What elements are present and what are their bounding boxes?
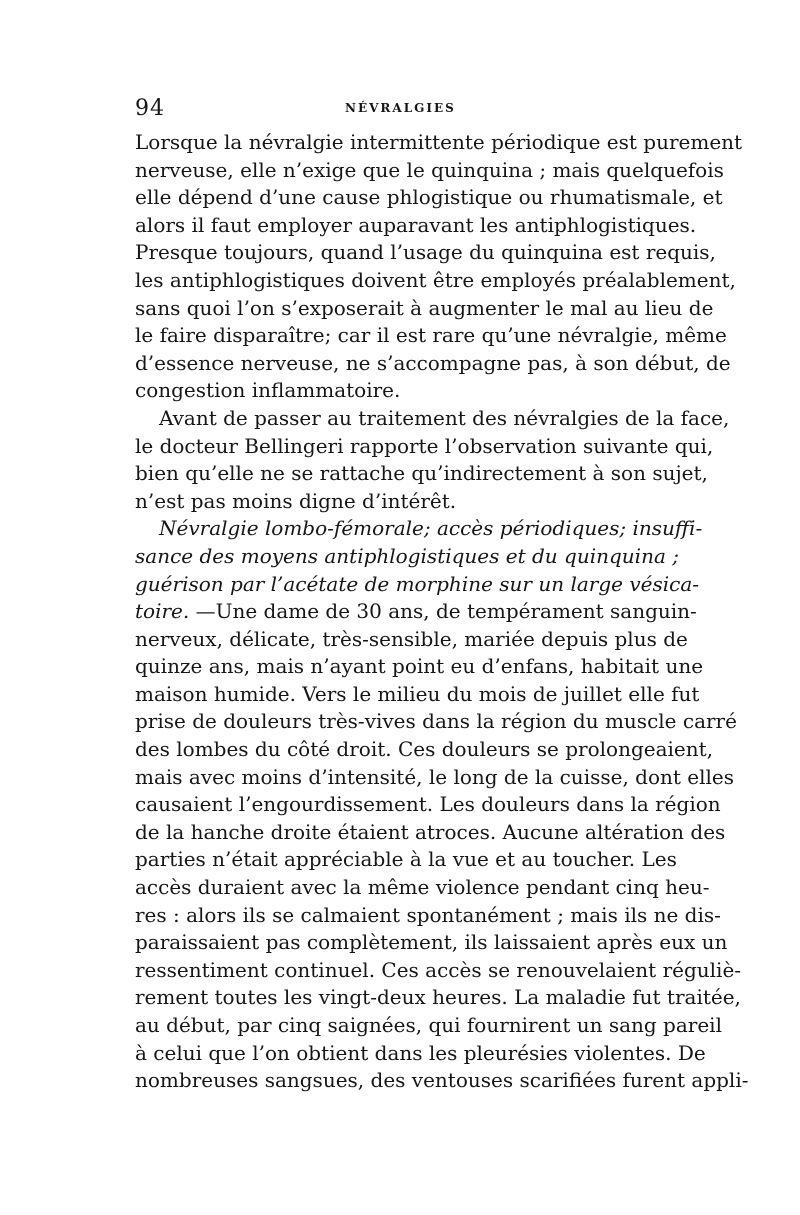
case-title-end: toire. [135, 599, 190, 624]
text-line: bien qu’elle ne se rattache qu’indirectement à son sujet, [135, 461, 708, 486]
case-title-line: guérison par l’acétate de morphine sur un large vésica- [135, 571, 700, 596]
text-line: d’essence nerveuse, ne s’accompagne pas, à son début, de [135, 350, 731, 375]
running-head: NÉVRALGIES [345, 101, 456, 115]
text-line: le docteur Bellingeri rapporte l’observation suivante qui, [135, 433, 714, 458]
text-line: à celui que l’on obtient dans les pleurésies violentes. De [135, 1040, 706, 1065]
paragraph [135, 405, 730, 515]
text-line [135, 598, 697, 626]
text-line: prise de douleurs très-vives dans la région du muscle carré [135, 709, 737, 734]
text-line: des lombes du côté droit. Ces douleurs se prolongeaient, [135, 737, 714, 762]
text-line: res : alors ils se calmaient spontanément ; mais ils ne dis- [135, 902, 721, 927]
body-text [135, 129, 749, 1095]
text-line: les antiphlogistiques doivent être employés préalablement, [135, 267, 736, 292]
text-line: nerveux, délicate, très-sensible, mariée depuis plus de [135, 626, 688, 651]
text-line: accès duraient avec la même violence pendant cinq heu- [135, 875, 710, 900]
page-number: 94 [135, 96, 165, 121]
text-line: Lorsque la névralgie intermittente périodique est purement [135, 130, 743, 154]
text-line: Avant de passer au traitement des névralgies de la face, [159, 405, 730, 430]
text-line: elle dépend d’une cause phlogistique ou rhumatismale, et [135, 185, 723, 210]
text-line: nombreuses sangsues, des ventouses scarifiées furent appli- [135, 1068, 749, 1093]
text-line: n’est pas moins digne d’intérêt. [135, 488, 457, 513]
case-title-line: sance des moyens antiphlogistiques et du quinquina ; [135, 543, 679, 568]
paragraph [135, 129, 743, 405]
text-line: paraissaient pas complètement, ils laissaient après eux un [135, 930, 728, 955]
case-title-line: Névralgie lombo-fémorale; accès périodiques; insuffi- [159, 516, 703, 541]
text-line: ressentiment continuel. Ces accès se renouvelaient réguliè- [135, 957, 742, 982]
text-line: mais avec moins d’intensité, le long de la cuisse, dont elles [135, 764, 735, 789]
case-text-start: —Une dame de 30 ans, de tempérament sanguin- [189, 599, 697, 624]
text-line: le faire disparaître; car il est rare qu’une névralgie, même [135, 323, 727, 348]
text-line: quinze ans, mais n’ayant point eu d’enfans, habitait une [135, 654, 704, 679]
text-line: maison humide. Vers le milieu du mois de juillet elle fut [135, 681, 700, 706]
text-line: sans quoi l’on s’exposerait à augmenter le mal au lieu de [135, 295, 714, 320]
text-line: rement toutes les vingt-deux heures. La maladie fut traitée, [135, 985, 741, 1010]
text-line: au début, par cinq saignées, qui fournirent un sang pareil [135, 1013, 722, 1037]
text-line: parties n’était appréciable à la vue et au toucher. Les [135, 847, 677, 872]
text-line: congestion inflammatoire. [135, 378, 401, 403]
text-line: causaient l’engourdissement. Les douleurs dans la région [135, 792, 721, 817]
text-line: de la hanche droite étaient atroces. Aucune altération des [135, 819, 726, 844]
page-header [135, 96, 670, 124]
text-line: nerveuse, elle n’exige que le quinquina ; mais quelquefois [135, 157, 724, 182]
text-line: Presque toujours, quand l’usage du quinquina est requis, [135, 240, 716, 265]
case-observation [135, 515, 749, 1094]
text-line: alors il faut employer auparavant les antiphlogistiques. [135, 212, 697, 237]
